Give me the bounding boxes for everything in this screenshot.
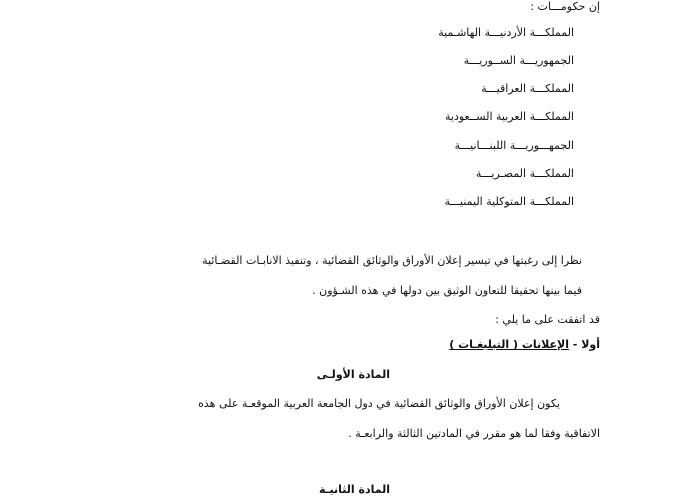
article-one-title: المادة الأولـى xyxy=(316,368,390,381)
section-one-title: الإعلانات ( التبليغـات ) xyxy=(449,338,569,351)
article-one-line-2: الاتفاقية وفقا لما هو مقرر في المادتين الثالثة والرابعـة . xyxy=(348,427,600,440)
agreement-statement: قد اتفقت على ما يلي : xyxy=(495,313,600,326)
state-saudi-arabia: المملكـــة العربية الســعودية xyxy=(445,110,574,123)
preamble-line-2: فيما بينها تحقيقا للتعاون الوثيق بين دولها في هذه الشـؤون . xyxy=(312,284,582,297)
article-two-title: المادة الثانيـة xyxy=(319,483,390,496)
intro-text: إن حكومـــات : xyxy=(530,0,600,13)
state-syria: الجمهوريـــة الســوريـــة xyxy=(463,54,574,67)
preamble-line-1: نظرا إلى رغبتها في تيسير إعلان الأوراق والوثائق القضائية ، وتنفيذ الانابـات القضـائية xyxy=(202,254,582,267)
section-one-heading xyxy=(449,338,600,352)
state-yemen: المملكـــة المتوكلية اليمنيـــة xyxy=(444,195,574,208)
section-one-prefix: أولا - xyxy=(568,338,600,351)
state-iraq: المملكـــة العراقيـــة xyxy=(481,82,574,95)
state-lebanon: الجمهـــوريـــة اللبنـــانيـــة xyxy=(454,139,574,152)
state-egypt: المملكـــة المصـريـــة xyxy=(475,167,574,180)
state-jordan: المملكـــة الأردنيـــة الهاشـمية xyxy=(438,26,574,39)
article-one-line-1: يكون إعلان الأوراق والوثائق القضائية في دول الجامعة العربية الموقعـة على هذه xyxy=(198,397,560,410)
